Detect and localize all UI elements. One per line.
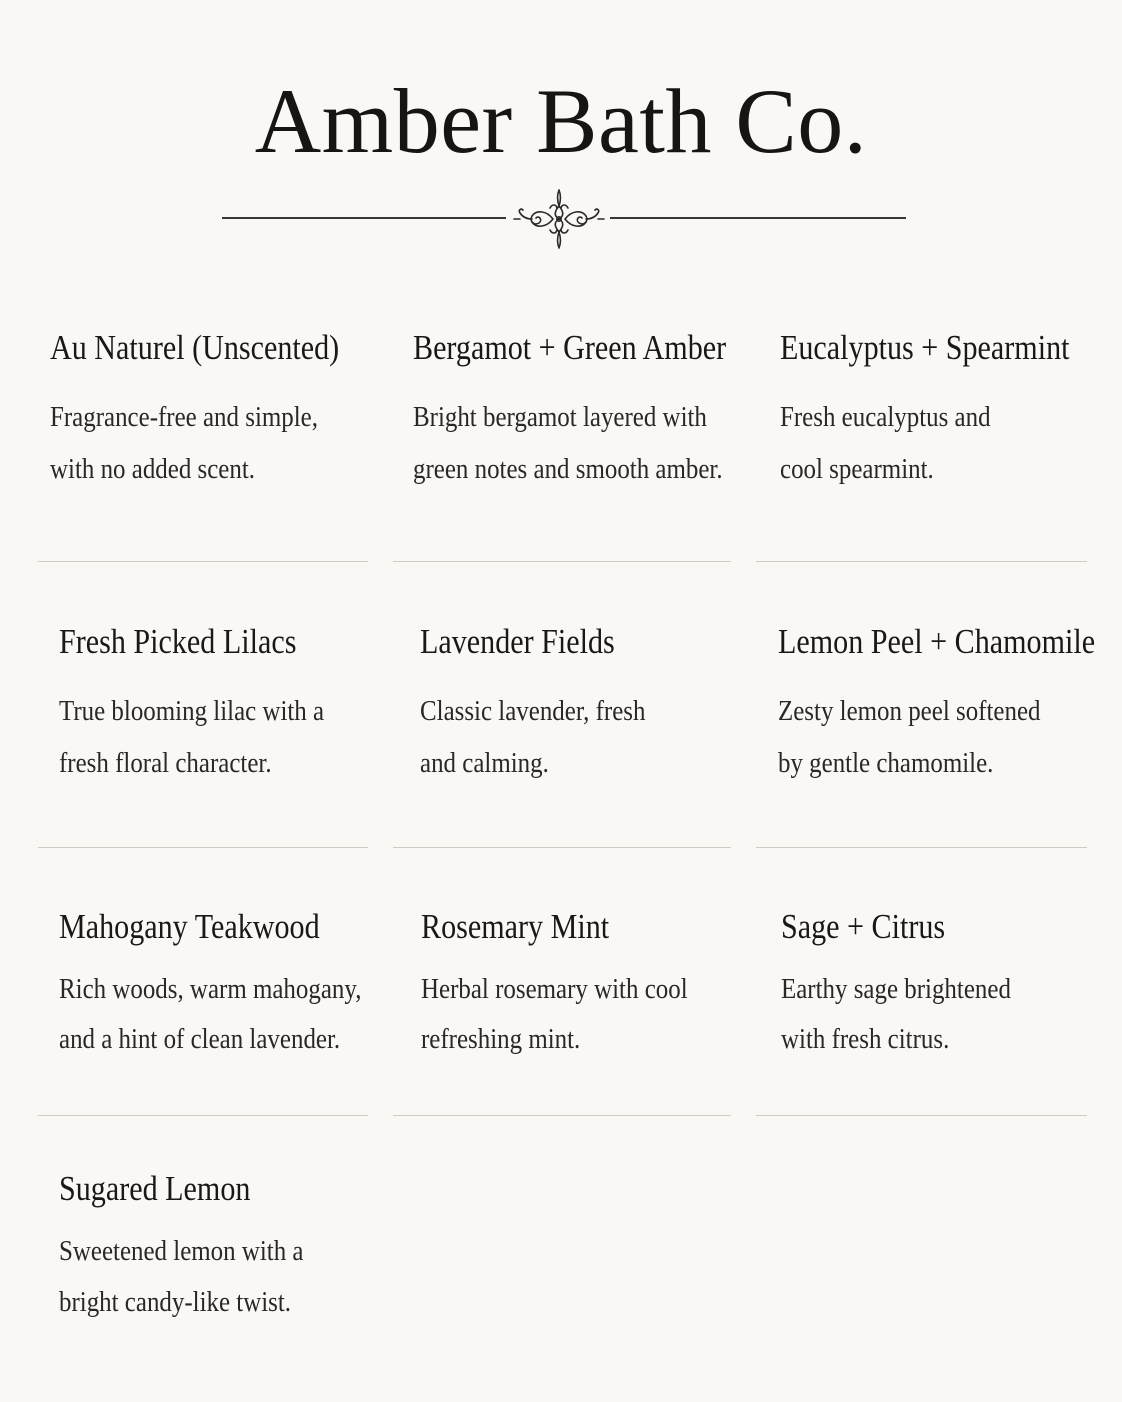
brand-title: Amber Bath Co. — [254, 70, 868, 172]
scent-name: Sugared Lemon — [59, 1169, 251, 1208]
scent-description: Earthy sage brightened with fresh citrus. — [781, 973, 1011, 1055]
scent-name: Sage + Citrus — [781, 907, 946, 946]
ornament-rule-left — [222, 217, 506, 219]
scent-card — [420, 621, 682, 789]
scent-name: Mahogany Teakwood — [59, 907, 320, 946]
scent-name: Bergamot + Green Amber — [413, 328, 727, 367]
scent-name: Lavender Fields — [420, 622, 615, 661]
row-divider — [756, 561, 1087, 562]
row-divider — [38, 1115, 368, 1116]
row-divider — [38, 847, 368, 848]
scent-name: Fresh Picked Lilacs — [59, 622, 297, 661]
row-divider — [393, 561, 731, 562]
ornament-rule-right — [610, 217, 906, 219]
scent-card — [59, 621, 367, 789]
scent-description: True blooming lilac with a fresh floral character. — [59, 695, 325, 779]
scent-card — [780, 327, 1117, 495]
scent-card — [50, 327, 386, 495]
scent-name: Au Naturel (Unscented) — [50, 328, 340, 367]
row-divider — [393, 1115, 731, 1116]
scent-name: Lemon Peel + Chamomile — [778, 622, 1096, 661]
flourish-icon — [512, 186, 606, 252]
scent-description: Fresh eucalyptus and cool spearmint. — [780, 401, 991, 485]
scent-card — [781, 906, 1048, 1064]
scent-name: Rosemary Mint — [421, 907, 610, 946]
scent-description: Bright bergamot layered with green notes and smooth amber. — [413, 401, 723, 485]
scent-description: Classic lavender, fresh and calming. — [420, 695, 646, 779]
scent-card — [59, 906, 411, 1064]
scent-description: Herbal rosemary with cool refreshing mint. — [421, 973, 688, 1055]
scent-description: Rich woods, warm mahogany, and a hint of clean lavender. — [59, 973, 362, 1055]
scent-card — [59, 1168, 343, 1328]
row-divider — [393, 847, 731, 848]
scent-card — [413, 327, 777, 495]
scent-description: Sweetened lemon with a bright candy-like twist. — [59, 1235, 304, 1318]
scent-name: Eucalyptus + Spearmint — [780, 328, 1070, 367]
row-divider — [756, 1115, 1087, 1116]
row-divider — [38, 561, 368, 562]
scent-description: Zesty lemon peel softened by gentle chamomile. — [778, 695, 1041, 779]
scent-card — [421, 906, 731, 1064]
row-divider — [756, 847, 1087, 848]
scent-card — [778, 621, 1122, 789]
ornament-divider — [0, 186, 1122, 252]
scent-description: Fragrance-free and simple, with no added scent. — [50, 401, 318, 485]
